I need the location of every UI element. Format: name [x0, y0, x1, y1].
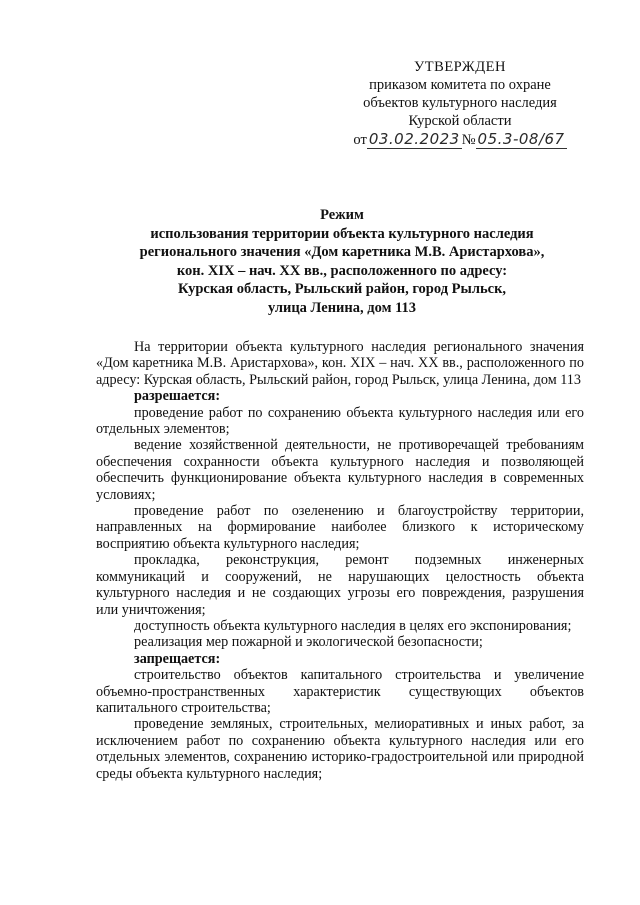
date-prefix: от [353, 132, 367, 148]
handwritten-date: 03.02.2023 [368, 130, 460, 148]
allowed-item: прокладка, реконструкция, ремонт подземных инженерных коммуникаций и сооружений, не нарушающих целостность объекта культурного наследия и не создающих угрозы его повреждения, разрушения или уничтожения; [96, 552, 584, 618]
allowed-item: реализация мер пожарной и экологической безопасности; [134, 634, 483, 651]
handwritten-number: 05.3-08/67 [477, 130, 565, 148]
intro-paragraph: На территории объекта культурного наследия регионального значения «Дом каретника М.В. Аристархова», кон. XIX – нач. XX вв., расположенного по адресу: Курская область, Рыльский район, город Рыльск, улица Ленина, дом 113 [96, 339, 584, 388]
approval-title: УТВЕРЖДЕН [414, 59, 506, 75]
document-heading [100, 206, 584, 317]
allowed-item: проведение работ по сохранению объекта культурного наследия или его отдельных элементов; [96, 404, 584, 438]
approval-line-3: Курской области [408, 113, 512, 129]
allowed-item: доступность объекта культурного наследия в целях его экспонирования; [134, 617, 572, 634]
approval-line-2: объектов культурного наследия [363, 95, 557, 111]
forbidden-heading: запрещается: [134, 650, 221, 667]
allowed-item: ведение хозяйственной деятельности, не противоречащей требованиям обеспечения сохранности объекта культурного наследия и позволяющей обеспечить функционирование объекта культурного наследия в современных условиях; [96, 437, 584, 503]
approval-date-line [340, 130, 580, 149]
approval-line-1: приказом комитета по охране [369, 77, 551, 93]
forbidden-item: проведение земляных, строительных, мелиоративных и иных работ, за исключением работ по сохранению объекта культурного наследия или его отдельных элементов, сохранению историко-градостроительной или природной среды объекта культурного наследия; [96, 716, 584, 782]
heading-line-2: использования территории объекта культурного наследия [150, 225, 534, 242]
approval-stamp-block [340, 58, 580, 149]
allowed-heading: разрешается: [134, 388, 221, 405]
heading-line-1: Режим [320, 207, 364, 223]
document-body [96, 339, 584, 782]
heading-line-5: Курская область, Рыльский район, город Рыльск, [177, 281, 507, 297]
heading-line-6: улица Ленина, дом 113 [267, 299, 417, 316]
forbidden-item: строительство объектов капитального строительства и увеличение объемно-пространственных характеристик существующих объектов капитального строительства; [96, 667, 584, 716]
allowed-item: проведение работ по озеленению и благоустройству территории, направленных на формирование наиболее близкого к историческому восприятию объекта культурного наследия; [96, 503, 584, 552]
heading-line-3: регионального значения «Дом каретника М.В. Аристархова», [139, 244, 545, 260]
number-sign: № [461, 132, 476, 148]
heading-line-4: кон. XIX – нач. XX вв., расположенного по адресу: [176, 262, 508, 279]
